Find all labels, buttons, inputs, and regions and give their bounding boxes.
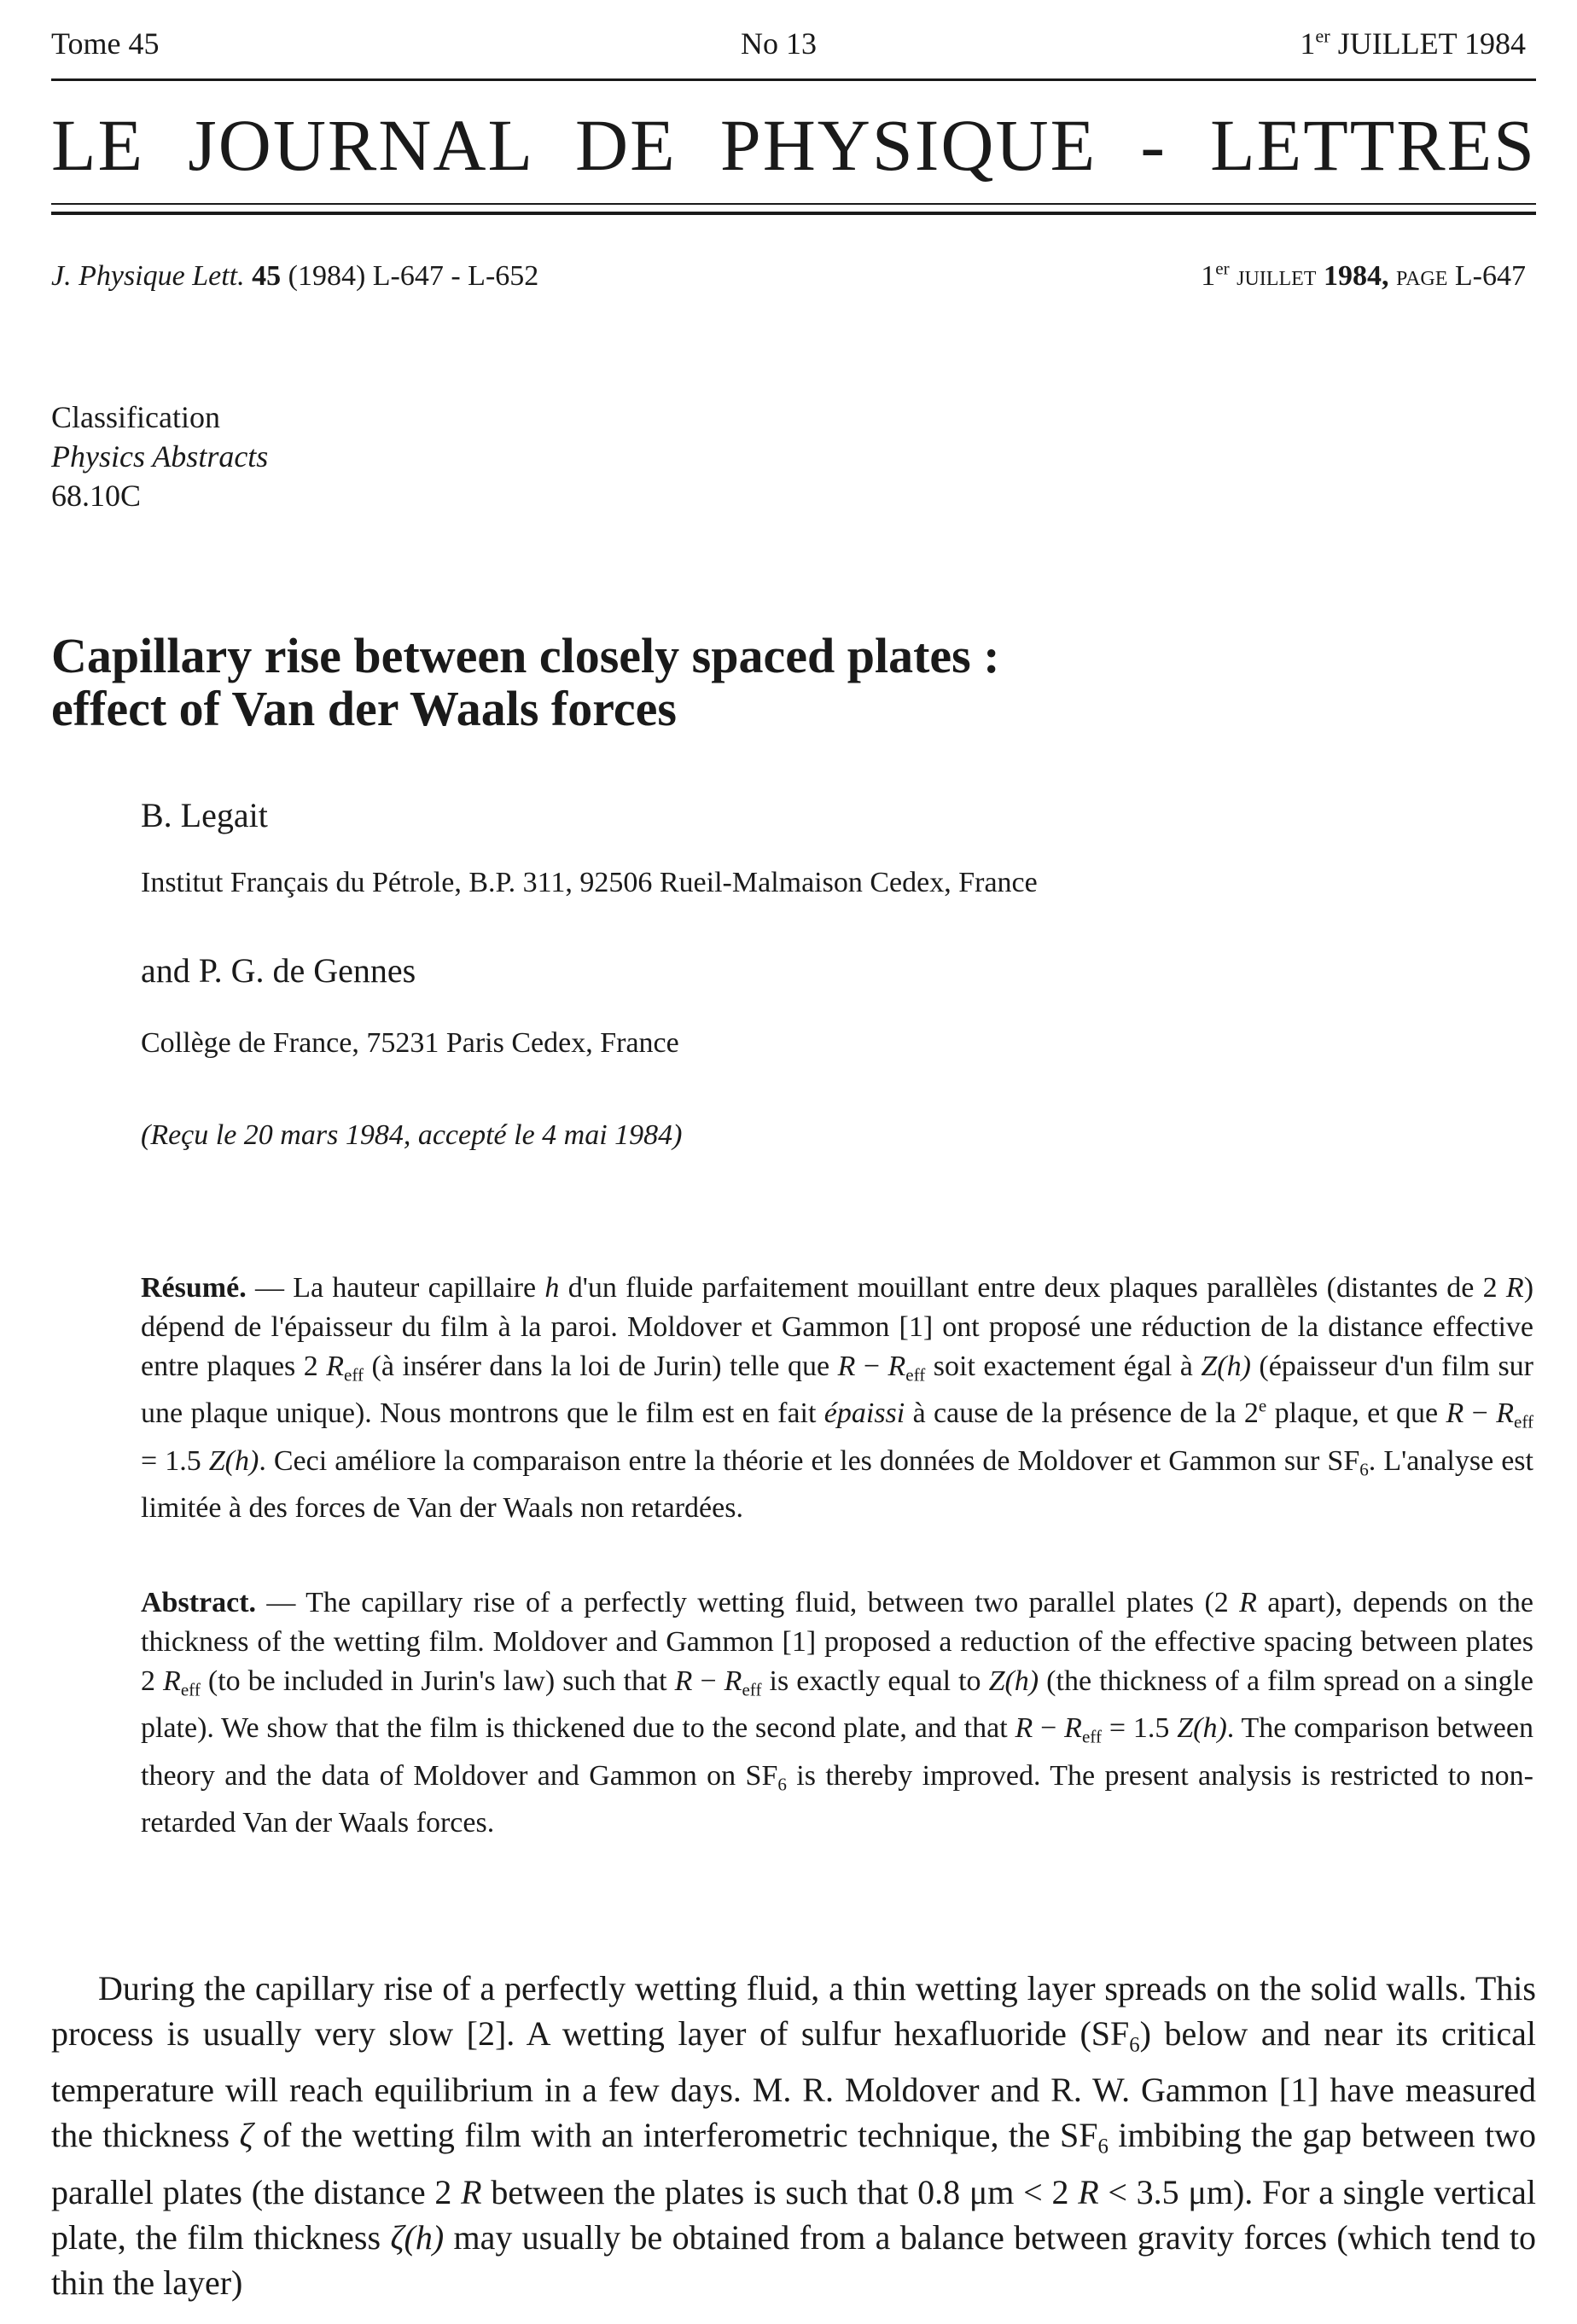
issue-date xyxy=(1300,26,1526,61)
citation-right-page: L-647 xyxy=(1454,260,1526,292)
resume-var: R xyxy=(1446,1397,1464,1430)
issue-date-sup: er xyxy=(1315,25,1330,47)
citation-left xyxy=(51,260,538,293)
abstract-sub: 6 xyxy=(777,1773,787,1794)
resume-sub: eff xyxy=(1513,1411,1533,1432)
body-text: may usually be obtained from a balance between gravity forces (which tend to thin the layer) xyxy=(51,2217,1536,2302)
citation-right-page-word: page xyxy=(1395,260,1448,292)
resume-text: — La hauteur capillaire xyxy=(246,1272,545,1304)
article-title xyxy=(51,630,1000,735)
abstract-text: (to be included in Jurin's law) such that xyxy=(200,1665,675,1697)
abstract-text: apart), depends on the thickness of the wetting film. Moldover and Gammon [1] proposed a reduction of the effective spacing between plates 2 xyxy=(141,1587,1533,1697)
body-text: ) below and near its critical temperature will reach equilibrium in a few days. M. R. Moldover and R. W. Gammon [1] have measured the thickness xyxy=(51,2014,1536,2155)
citation-right-year: 1984, xyxy=(1323,260,1389,292)
body-text: During the capillary rise of a perfectly wetting fluid, a thin wetting layer spreads on the solid walls. This process is usually very slow [2]. A wetting layer of sulfur hexafluoride (SF xyxy=(51,1969,1536,2053)
resume-var: Z(h) xyxy=(1201,1351,1251,1382)
body-text: of the wetting film with an interferometric technique, the SF xyxy=(253,2116,1098,2155)
resume-text: à cause de la présence de la 2 xyxy=(905,1397,1259,1430)
body-sub: 6 xyxy=(1097,2135,1109,2158)
resume-text: plaque, et que xyxy=(1266,1397,1446,1430)
resume-var: h xyxy=(544,1272,560,1304)
masthead-rule-bottom xyxy=(51,212,1536,215)
article-title-line1: Capillary rise between closely spaced plates : xyxy=(51,628,1000,683)
resume-text: . Ceci améliore la comparaison entre la théorie et les données de Moldover et Gammon sur SF xyxy=(259,1444,1360,1477)
body-text: between the plates is such that 0.8 μm < 2 xyxy=(481,2172,1079,2211)
abstract-head: Abstract. xyxy=(141,1587,257,1618)
abstract-sub: eff xyxy=(180,1679,201,1700)
body-paragraph xyxy=(51,1966,1536,2305)
resume-text: . L'analyse est limitée à des forces de Van der Waals non retardées. xyxy=(141,1444,1533,1524)
citation-right xyxy=(1201,260,1526,293)
classification-scheme: Physics Abstracts xyxy=(51,439,269,474)
affiliation-2: Collège de France, 75231 Paris Cedex, France xyxy=(141,1027,679,1059)
citation-journal: J. Physique Lett. xyxy=(51,260,245,292)
abstract-var: R xyxy=(1239,1587,1257,1618)
classification-label: Classification xyxy=(51,400,220,434)
issue-label: No 13 xyxy=(741,26,817,61)
resume-text: = 1.5 xyxy=(141,1444,209,1477)
resume-paragraph: Résumé. — La hauteur capillaire h d'un fluide parfaitement mouillant entre deux plaques parallèles (distantes de 2 R) dépend de l'épaisseur du film à la paroi. Moldover et Gammon [1] ont proposé une réduction de la distance effective entre plaques 2 $R_{eff}$ (à insérer dans la loi de Jurin) telle que $R - R_{eff}$ soit exactement égal à Z(h) (épaisseur d'un film sur une plaque unique). Nous montrons que le film est en fait épaissi à cause de la présence de la 2e plaque, et que $R - R_{eff} = 1.5$ Z(h). Ceci améliore la comparaison entre la théorie et les données de Moldover et Gammon sur $SF_6$. L'analyse est limitée à des forces de Van der Waals non retardées. xyxy=(141,1272,1534,1524)
abstract-text: = 1.5 xyxy=(1101,1712,1178,1745)
resume-sub: 6 xyxy=(1359,1458,1369,1479)
abstract-text: . The comparison between theory and the data of Moldover and Gammon on SF xyxy=(141,1712,1533,1792)
abstract-text: is thereby improved. The present analysis is restricted to non-retarded Van der Waals forces. xyxy=(141,1759,1533,1839)
resume-text: soit exactement égal à xyxy=(925,1351,1202,1382)
body-text: imbibing the gap between two parallel plates (the distance 2 xyxy=(51,2116,1537,2211)
header-rule xyxy=(51,78,1536,81)
abstract-var: R xyxy=(1015,1712,1033,1745)
issue-date-day: 1 xyxy=(1300,26,1316,61)
resume-text: d'un fluide parfaitement mouillant entre deux plaques parallèles (distantes de 2 xyxy=(559,1272,1506,1304)
resume-emph: épaissi xyxy=(823,1397,905,1430)
resume-text: ) dépend de l'épaisseur du film à la paroi. Moldover et Gammon [1] ont proposé une réduction de la distance effective entre plaques 2 xyxy=(141,1272,1534,1382)
body-var: ζ(h) xyxy=(390,2217,445,2257)
abstract-var: R xyxy=(674,1665,693,1697)
citation-right-sup: er xyxy=(1215,258,1230,279)
author-2: and P. G. de Gennes xyxy=(141,951,416,990)
abstract-sub: eff xyxy=(742,1679,762,1700)
affiliation-1: Institut Français du Pétrole, B.P. 311, 92506 Rueil-Malmaison Cedex, France xyxy=(141,867,1038,898)
resume-var: R xyxy=(326,1351,345,1382)
abstract-paragraph: Abstract. — The capillary rise of a perfectly wetting fluid, between two parallel plates (2 R apart), depends on the thickness of the wetting film. Moldover and Gammon [1] proposed a reduction of the effective spacing between plates 2 $R_{eff}$ (to be included in Jurin's law) such that $R - R_{eff}$ is exactly equal to Z(h) (the thickness of a film spread on a single plate). We show that the film is thickened due to the second plate, and that $R - R_{eff} = 1.5$ Z(h). The comparison between theory and the data of Moldover and Gammon on $SF_6$ is thereby improved. The present analysis is restricted to non-retarded Van der Waals forces. xyxy=(141,1587,1533,1839)
abstract-var: R xyxy=(163,1665,181,1697)
classification-block xyxy=(51,398,268,515)
abstract-var: Z(h) xyxy=(988,1665,1039,1697)
resume-var: R xyxy=(887,1351,906,1382)
citation-pages: (1984) L-647 - L-652 xyxy=(288,260,539,292)
resume-sub: eff xyxy=(344,1364,364,1386)
resume-sub: eff xyxy=(905,1364,926,1386)
citation-right-month: juillet xyxy=(1237,260,1317,292)
abstract-text: is exactly equal to xyxy=(761,1665,989,1697)
abstract-text: (the thickness of a film spread on a single plate). We show that the film is thickened due to the second plate, and that xyxy=(141,1665,1533,1745)
abstract-var: Z(h) xyxy=(1177,1712,1227,1745)
resume-var: R xyxy=(837,1351,856,1382)
body-text: < 3.5 μm). For a single vertical plate, the film thickness xyxy=(51,2172,1536,2257)
abstract-text: — The capillary rise of a perfectly wetting fluid, between two parallel plates (2 xyxy=(256,1587,1240,1618)
abstract-var: R xyxy=(724,1665,742,1697)
abstract-sub: eff xyxy=(1081,1726,1102,1747)
resume-text: (épaisseur d'un film sur une plaque unique). Nous montrons que le film est en fait xyxy=(141,1351,1533,1430)
resume-var: Z(h) xyxy=(208,1444,259,1477)
abstract-var: R xyxy=(1064,1712,1082,1745)
journal-masthead: LE JOURNAL DE PHYSIQUE - LETTRES xyxy=(51,104,1536,186)
citation-right-day: 1 xyxy=(1201,260,1216,292)
issue-date-rest: JUILLET 1984 xyxy=(1330,26,1526,61)
author-1: B. Legait xyxy=(141,796,268,834)
classification-code: 68.10C xyxy=(51,479,142,513)
article-title-line2: effect of Van der Waals forces xyxy=(51,681,677,736)
body-var: R xyxy=(461,2172,482,2211)
body-var: ζ xyxy=(239,2116,253,2155)
resume-var: R xyxy=(1505,1272,1524,1304)
resume-sup: e xyxy=(1258,1395,1267,1416)
citation-volume: 45 xyxy=(252,260,282,292)
resume-text: (à insérer dans la loi de Jurin) telle que xyxy=(364,1351,838,1382)
body-sub: 6 xyxy=(1129,2033,1140,2057)
masthead-rule-top xyxy=(51,203,1536,205)
volume-label: Tome 45 xyxy=(51,26,160,61)
resume-head: Résumé. xyxy=(141,1272,247,1304)
received-dates: (Reçu le 20 mars 1984, accepté le 4 mai 1984) xyxy=(141,1119,683,1151)
resume-var: R xyxy=(1496,1397,1514,1430)
body-var: R xyxy=(1078,2172,1099,2211)
